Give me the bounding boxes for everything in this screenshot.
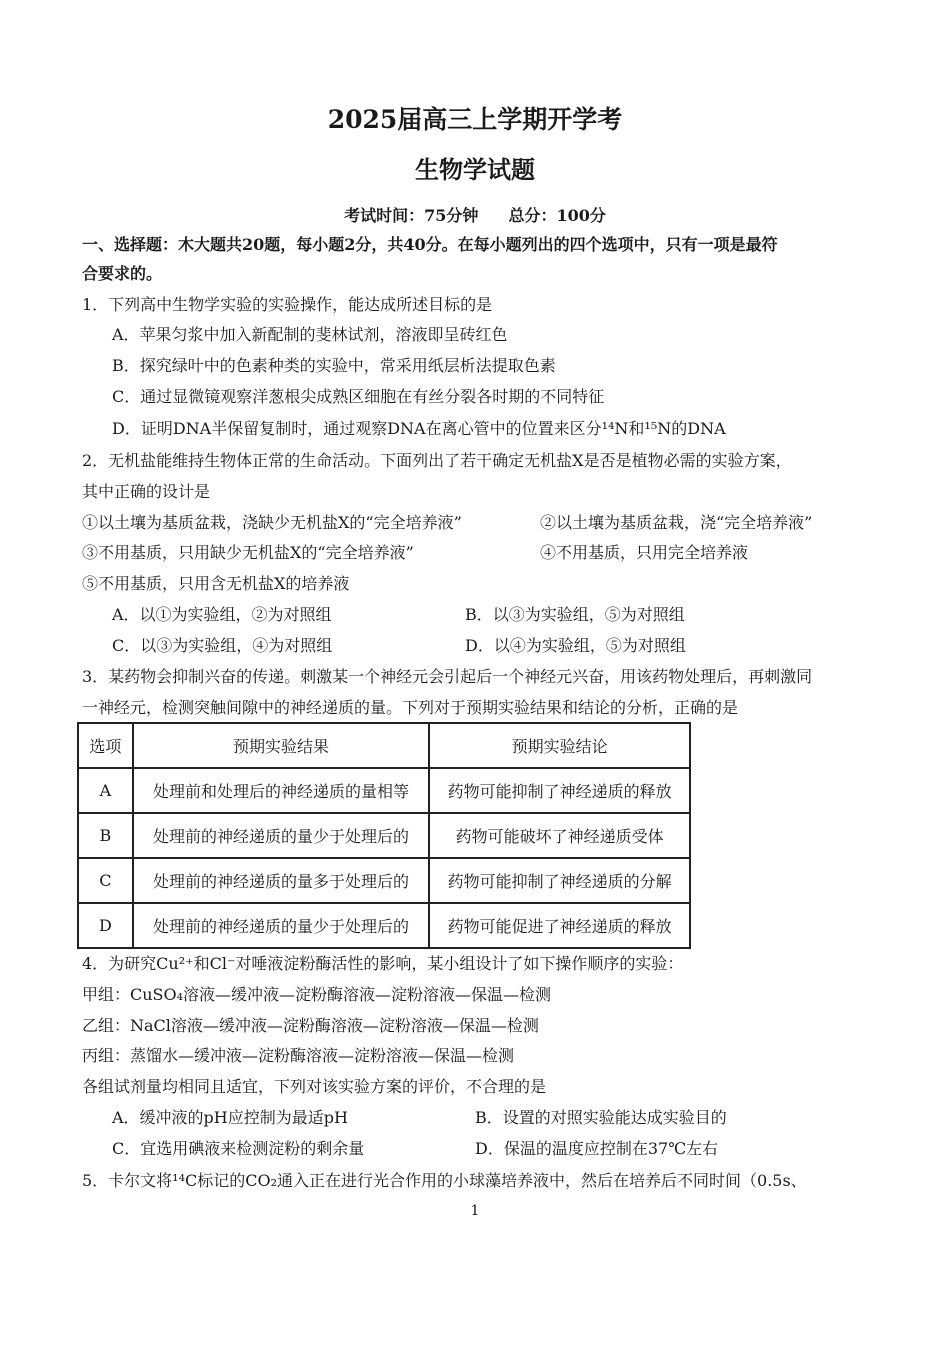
q2-option-b: B．以③为实验组，⑤为对照组 xyxy=(465,605,685,624)
exam-title: 2025届高三上学期开学考 xyxy=(327,105,623,134)
table-row xyxy=(78,858,690,903)
q4-option-a: A．缓冲液的pH应控制为最适pH xyxy=(112,1108,348,1127)
q4-group-2: 乙组：NaCl溶液—缓冲液—淀粉酶溶液—淀粉溶液—保温—检测 xyxy=(82,1016,539,1035)
q4-stem: 4．为研究Cu²⁺和Cl⁻对唾液淀粉酶活性的影响，某小组设计了如下操作顺序的实验： xyxy=(82,954,684,973)
page-number: 1 xyxy=(470,1203,480,1219)
q3-stem-cont: 一神经元，检测突触间隙中的神经递质的量。下列对于预期实验结果和结论的分析，正确的是 xyxy=(82,698,739,717)
table-cell: 药物可能促进了神经递质的释放 xyxy=(429,903,690,948)
exam-meta xyxy=(0,203,950,226)
table-cell: C xyxy=(78,858,133,903)
q3-stem: 3．某药物会抑制兴奋的传递。刺激某一个神经元会引起后一个神经元兴奋，用该药物处理后，再刺激同 xyxy=(82,667,813,686)
q4-option-c: C．宜选用碘液来检测淀粉的剩余量 xyxy=(112,1139,365,1158)
table-cell: 处理前的神经递质的量多于处理后的 xyxy=(133,858,430,903)
q2-plan-1: ①以土壤为基质盆栽，浇缺少无机盐X的“完全培养液” xyxy=(82,513,462,532)
q2-option-a: A．以①为实验组，②为对照组 xyxy=(112,605,332,624)
section-heading: 一、选择题：木大题共20题，每小题2分，共40分。在每小题列出的四个选项中，只有一项是最符 xyxy=(82,235,778,254)
q2-plan-2: ②以土壤为基质盆栽，浇“完全培养液” xyxy=(540,513,813,532)
table-cell: A xyxy=(78,768,133,813)
table-cell: 药物可能破坏了神经递质受体 xyxy=(429,813,690,858)
q4-group-1: 甲组：CuSO₄溶液—缓冲液—淀粉酶溶液—淀粉溶液—保温—检测 xyxy=(82,985,552,1004)
q1-option-b: B．探究绿叶中的色素种类的实验中，常采用纸层析法提取色素 xyxy=(112,356,556,375)
table-cell: 处理前和处理后的神经递质的量相等 xyxy=(133,768,430,813)
table-row xyxy=(78,903,690,948)
q4-note: 各组试剂量均相同且适宜，下列对该实验方案的评价，不合理的是 xyxy=(82,1077,547,1096)
exam-time: 考试时间：75分钟 xyxy=(344,206,479,225)
q3-table xyxy=(77,722,691,949)
q1-option-d: D．证明DNA半保留复制时，通过观察DNA在离心管中的位置来区分¹⁴N和¹⁵N的DNA xyxy=(112,419,726,438)
q2-stem: 2．无机盐能维持生物体正常的生命活动。下面列出了若干确定无机盐X是否是植物必需的实验方案， xyxy=(82,451,792,470)
q1-option-c: C．通过显微镜观察洋葱根尖成熟区细胞在有丝分裂各时期的不同特征 xyxy=(112,387,605,406)
q4-option-b: B．设置的对照实验能达成实验目的 xyxy=(475,1108,727,1127)
table-cell: B xyxy=(78,813,133,858)
q2-plan-3: ③不用基质，只用缺少无机盐X的“完全培养液” xyxy=(82,543,414,562)
exam-subtitle: 生物学试题 xyxy=(415,155,535,184)
table-cell: 处理前的神经递质的量少于处理后的 xyxy=(133,903,430,948)
q1-option-a: A．苹果匀浆中加入新配制的斐林试剂，溶液即呈砖红色 xyxy=(112,325,508,344)
table-header: 选项 xyxy=(78,723,133,768)
table-cell: D xyxy=(78,903,133,948)
section-heading-cont: 合要求的。 xyxy=(82,264,163,283)
table-header: 预期实验结果 xyxy=(133,723,430,768)
table-row xyxy=(78,768,690,813)
table-cell: 处理前的神经递质的量少于处理后的 xyxy=(133,813,430,858)
q5-stem: 5．卡尔文将¹⁴C标记的CO₂通入正在进行光合作用的小球藻培养液中，然后在培养后不同时间（0.5s、 xyxy=(82,1171,807,1190)
q4-option-d: D．保温的温度应控制在37℃左右 xyxy=(475,1139,719,1158)
q2-stem-cont: 其中正确的设计是 xyxy=(82,482,211,501)
table-cell: 药物可能抑制了神经递质的分解 xyxy=(429,858,690,903)
q2-plan-5: ⑤不用基质，只用含无机盐X的培养液 xyxy=(82,574,350,593)
q2-plan-4: ④不用基质，只用完全培养液 xyxy=(540,543,749,562)
table-header: 预期实验结论 xyxy=(429,723,690,768)
total-score: 总分：100分 xyxy=(508,206,606,225)
q1-stem: 1．下列高中生物学实验的实验操作，能达成所述目标的是 xyxy=(82,295,493,314)
q2-option-d: D．以④为实验组，⑤为对照组 xyxy=(465,636,686,655)
table-header-row xyxy=(78,723,690,768)
q4-group-3: 丙组：蒸馏水—缓冲液—淀粉酶溶液—淀粉溶液—保温—检测 xyxy=(82,1046,515,1065)
table-row xyxy=(78,813,690,858)
q2-option-c: C．以③为实验组，④为对照组 xyxy=(112,636,333,655)
table-cell: 药物可能抑制了神经递质的释放 xyxy=(429,768,690,813)
